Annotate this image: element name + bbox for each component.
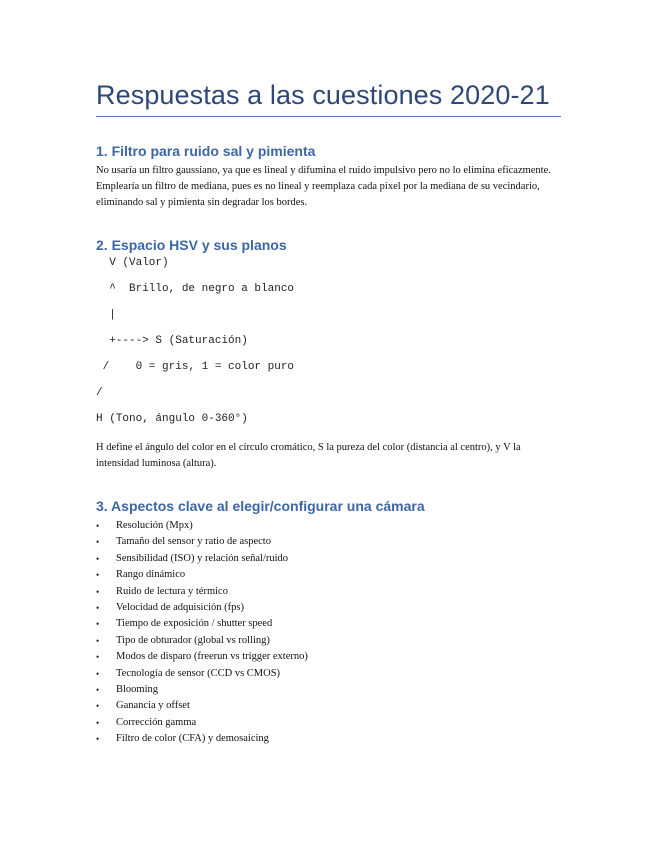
list-item bbox=[96, 731, 308, 747]
section-1-paragraph: No usaría un filtro gaussiano, ya que es lineal y difumina el ruido impulsivo pero no lo elimina eficazmente. Emplearía un filtro de mediana, pues es no lineal y reemplaza cada píxel por la mediana de su vecindario, eliminando sal y pimienta sin degradar los bordes. bbox=[96, 165, 551, 209]
hsv-diagram-line: / bbox=[96, 387, 103, 399]
list-item bbox=[96, 698, 308, 714]
hsv-diagram-line: | bbox=[96, 309, 116, 321]
bullet-icon: • bbox=[96, 586, 100, 597]
section-2-paragraph: H define el ángulo del color en el círculo cromático, S la pureza del color (distancia al centro), y V la intensidad luminosa (altura). bbox=[96, 442, 521, 470]
list-item-text: Filtro de color (CFA) y demosaicing bbox=[116, 733, 269, 745]
bullet-icon: • bbox=[96, 668, 100, 679]
section-1-heading: 1. Filtro para ruido sal y pimienta bbox=[96, 143, 316, 159]
list-item bbox=[96, 567, 308, 583]
bullet-icon: • bbox=[96, 553, 100, 564]
list-item bbox=[96, 616, 308, 632]
page-title: Respuestas a las cuestiones 2020-21 bbox=[96, 80, 550, 110]
bullet-icon: • bbox=[96, 602, 100, 613]
list-item-text: Tipo de obturador (global vs rolling) bbox=[116, 634, 270, 646]
bullet-icon: • bbox=[96, 684, 100, 695]
list-item bbox=[96, 649, 308, 665]
list-item-text: Ruido de lectura y térmico bbox=[116, 585, 228, 597]
list-item bbox=[96, 633, 308, 649]
bullet-icon: • bbox=[96, 701, 100, 712]
section-2-heading: 2. Espacio HSV y sus planos bbox=[96, 237, 287, 253]
bullet-icon: • bbox=[96, 537, 100, 548]
list-item-text: Resolución (Mpx) bbox=[116, 520, 193, 531]
list-item-text: Sensibilidad (ISO) y relación señal/ruido bbox=[116, 552, 289, 564]
list-item bbox=[96, 551, 308, 567]
title-underline bbox=[96, 116, 561, 117]
list-item bbox=[96, 715, 308, 731]
list-item-text: Tamaño del sensor y ratio de aspecto bbox=[116, 536, 271, 548]
list-item bbox=[96, 518, 308, 534]
hsv-diagram-line: V (Valor) bbox=[96, 257, 169, 269]
bullet-icon: • bbox=[96, 717, 100, 728]
list-item-text: Ganancia y offset bbox=[116, 700, 190, 712]
list-item-text: Velocidad de adquisición (fps) bbox=[116, 601, 245, 613]
bullet-icon: • bbox=[96, 652, 100, 663]
list-item bbox=[96, 534, 308, 550]
bullet-icon: • bbox=[96, 521, 100, 531]
list-item-text: Corrección gamma bbox=[116, 716, 197, 728]
hsv-diagram-line: ^ Brillo, de negro a blanco bbox=[96, 283, 295, 295]
bullet-icon: • bbox=[96, 734, 100, 745]
list-item-text: Tecnología de sensor (CCD vs CMOS) bbox=[116, 667, 281, 679]
list-item-text: Tiempo de exposición / shutter speed bbox=[116, 618, 273, 630]
list-item bbox=[96, 600, 308, 616]
hsv-diagram-line: / 0 = gris, 1 = color puro bbox=[96, 361, 295, 373]
list-item-text: Modos de disparo (freerun vs trigger externo) bbox=[116, 651, 308, 663]
bullet-icon: • bbox=[96, 570, 100, 581]
list-item bbox=[96, 682, 308, 698]
list-item-text: Blooming bbox=[116, 683, 159, 695]
hsv-diagram-line: +----> S (Saturación) bbox=[96, 335, 248, 347]
list-item bbox=[96, 666, 308, 682]
camera-aspects-list bbox=[96, 518, 308, 747]
section-3-heading: 3. Aspectos clave al elegir/configurar una cámara bbox=[96, 498, 425, 514]
hsv-diagram-line: H (Tono, ángulo 0-360°) bbox=[96, 413, 248, 425]
bullet-icon: • bbox=[96, 635, 100, 646]
bullet-icon: • bbox=[96, 619, 100, 630]
list-item-text: Rango dinámico bbox=[116, 569, 186, 581]
list-item bbox=[96, 584, 308, 600]
